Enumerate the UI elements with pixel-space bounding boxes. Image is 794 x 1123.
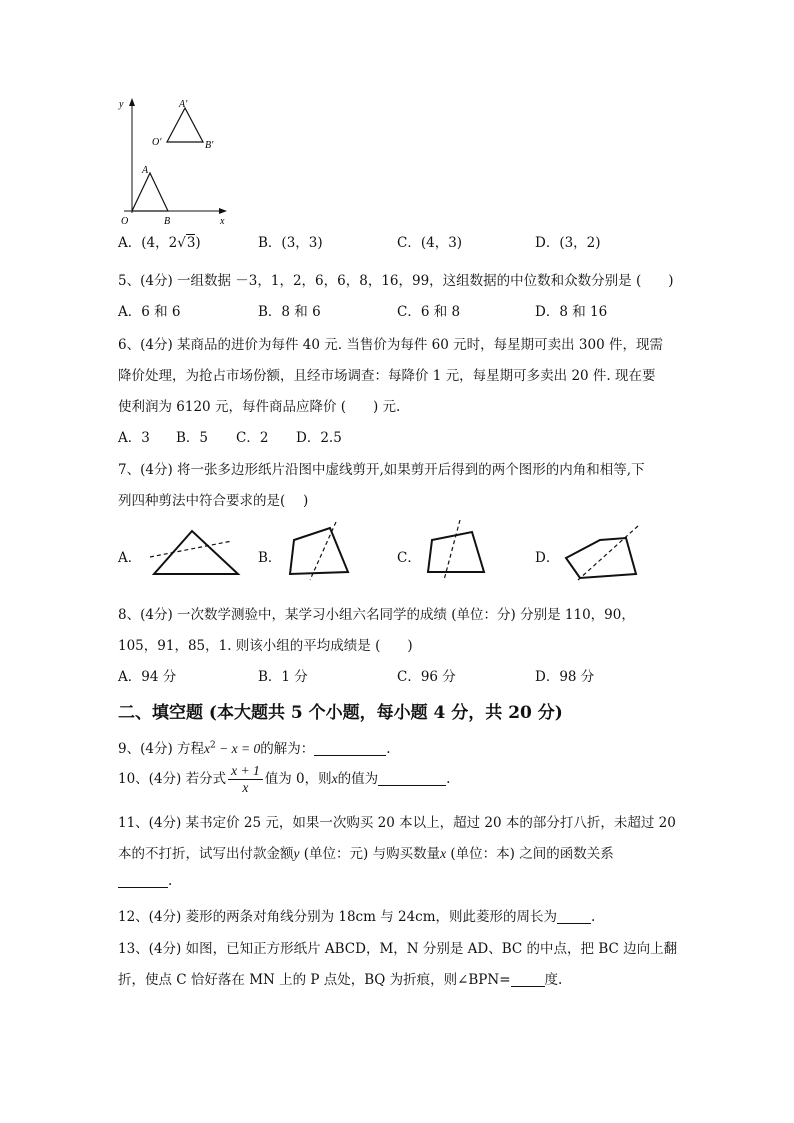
y-axis-arrow	[129, 98, 135, 106]
q5-option-a[interactable]: A．6 和 6	[118, 304, 181, 320]
q11-line-1: 11、(4分) 某书定价 25 元，如果一次购买 20 本以上，超过 20 本的部分打八折，未超过 20	[118, 815, 676, 831]
label-a-prime: A′	[179, 99, 188, 110]
q5-option-b[interactable]: B．8 和 6	[258, 304, 321, 320]
q7-option-b[interactable]: B．	[258, 550, 282, 566]
q8-line-2: 105，91，85，1. 则该小组的平均成绩是 ( )	[118, 638, 413, 654]
q4-option-a[interactable]: A．(4，2√3)	[118, 235, 201, 251]
q11-line-2: 本的不打折，试写出付款金额y (单位：元) 与购买数量x (单位：本) 之间的函数关系	[118, 846, 614, 862]
q13-answer-blank[interactable]	[511, 972, 545, 987]
label-b: B	[164, 216, 171, 227]
q13-line-1: 13、(4分) 如图，已知正方形纸片 ABCD，M，N 分别是 AD、BC 的中点，把 BC 边向上翻	[118, 941, 678, 957]
q11-answer-blank[interactable]	[118, 873, 168, 888]
q9: 9、(4分) 方程$x^2 - x = 0$的解为： .	[118, 740, 391, 757]
q12-answer-blank[interactable]	[557, 909, 591, 924]
label-a: A	[142, 165, 149, 176]
translation-figure	[112, 93, 242, 228]
q8-option-d[interactable]: D．98 分	[535, 669, 595, 685]
label-o-prime: O′	[152, 137, 162, 148]
x-axis-arrow	[219, 208, 227, 214]
section-2-heading: 二、填空题 (本大题共 5 个小题，每小题 4 分，共 20 分)	[118, 703, 563, 723]
triangle-oab-prime	[167, 108, 203, 142]
q7-figure-a	[142, 527, 242, 579]
q10-answer-blank[interactable]	[378, 771, 446, 786]
q7-option-d[interactable]: D．	[535, 550, 560, 566]
q6-option-b[interactable]: B．5	[176, 430, 209, 446]
q7-figure-c	[422, 518, 494, 582]
label-y: y	[119, 99, 124, 110]
q7-option-a[interactable]: A．	[118, 550, 142, 566]
q6-option-c[interactable]: C．2	[236, 430, 269, 446]
q8-option-c[interactable]: C．96 分	[397, 669, 456, 685]
q13-line-2: 折，使点 C 恰好落在 MN 上的 P 点处，BQ 为折痕，则∠BPN= 度.	[118, 972, 563, 988]
q4-option-b[interactable]: B．(3，3)	[258, 235, 323, 251]
triangle-oab	[132, 173, 168, 211]
q7-line-2: 列四种剪法中符合要求的是( )	[118, 493, 309, 509]
q8-option-a[interactable]: A．94 分	[118, 669, 177, 685]
q5-option-d[interactable]: D．8 和 16	[535, 304, 608, 320]
label-x: x	[220, 216, 225, 227]
q8-line-1: 8、(4分) 一次数学测验中，某学习小组六名同学的成绩 (单位：分) 分别是 110，90，	[118, 607, 635, 623]
q6-line-2: 降价处理，为抢占市场份额，且经市场调查：每降价 1 元，每星期可多卖出 20 件. 现在要	[118, 368, 656, 384]
q4-option-d[interactable]: D．(3，2)	[535, 235, 601, 251]
q10: 10、(4分) 若分式 $\frac{x + 1}{x}$ 值为 0，则x的值为 .	[118, 763, 451, 795]
q7-figure-b	[282, 520, 362, 582]
q9-answer-blank[interactable]	[314, 741, 386, 756]
label-o: O	[121, 216, 129, 227]
q10-fraction: $\frac{x + 1}{x}$	[228, 763, 263, 796]
q7-line-1: 7、(4分) 将一张多边形纸片沿图中虚线剪开,如果剪开后得到的两个图形的内角和相等,下	[118, 462, 645, 478]
label-b-prime: B′	[205, 140, 214, 151]
q8-option-b[interactable]: B．1 分	[258, 669, 308, 685]
q7-option-c[interactable]: C．	[397, 550, 421, 566]
q7-figure-d	[560, 522, 644, 584]
q6-line-1: 6、(4分) 某商品的进价为每件 40 元. 当售价为每件 60 元时，每星期可卖出 300 件，现需	[118, 337, 663, 353]
q5-stem: 5、(4分) 一组数据 －3，1，2，6，6，8，16，99，这组数据的中位数和众数分别是 ( )	[118, 273, 674, 289]
q6-option-d[interactable]: D．2.5	[296, 430, 342, 446]
q12: 12、(4分) 菱形的两条对角线分别为 18cm 与 24cm，则此菱形的周长为 .	[118, 909, 596, 925]
q5-option-c[interactable]: C．6 和 8	[397, 304, 461, 320]
q4-option-c[interactable]: C．(4，3)	[397, 235, 463, 251]
q6-line-3: 使利润为 6120 元，每件商品应降价 ( ) 元.	[118, 399, 401, 415]
q6-option-a[interactable]: A．3	[118, 430, 150, 446]
q11-line-3: .	[118, 873, 172, 889]
